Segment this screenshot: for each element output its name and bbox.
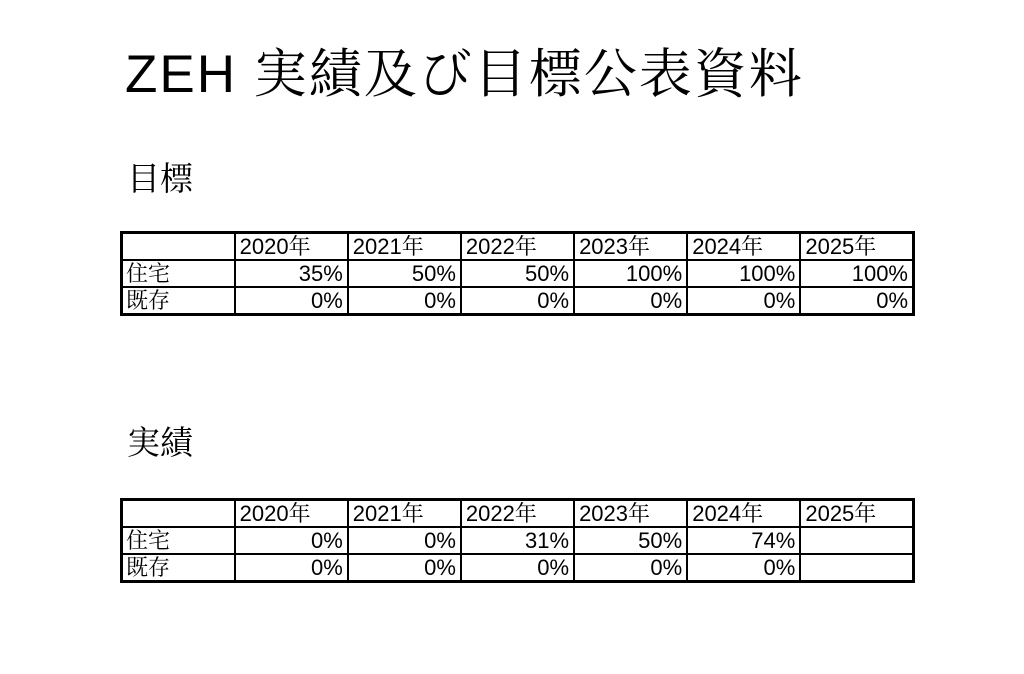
value-cell: 0% [800,287,913,315]
value-cell: 0% [687,287,800,315]
page-title: ZEH 実績及び目標公表資料 [125,45,804,104]
year-header-cell: 2020年 [235,500,348,528]
value-cell: 0% [235,527,348,554]
value-cell: 74% [687,527,800,554]
value-cell: 50% [348,260,461,287]
value-cell: 0% [574,554,687,582]
target-table-header-row [122,233,914,261]
table-row [122,554,914,582]
value-cell: 0% [687,554,800,582]
value-cell: 35% [235,260,348,287]
value-cell: 100% [574,260,687,287]
year-header-cell: 2023年 [574,500,687,528]
result-table [120,498,915,583]
table-row [122,287,914,315]
value-cell: 100% [800,260,913,287]
value-cell: 0% [348,527,461,554]
corner-cell [122,500,235,528]
corner-cell [122,233,235,261]
value-cell: 0% [461,554,574,582]
value-cell: 0% [235,554,348,582]
row-label-cell: 住宅 [122,527,235,554]
year-header-cell: 2023年 [574,233,687,261]
value-cell: 0% [461,287,574,315]
result-section-heading: 実績 [127,424,193,461]
year-header-cell: 2021年 [348,233,461,261]
value-cell: 50% [574,527,687,554]
year-header-cell: 2024年 [687,500,800,528]
year-header-cell: 2025年 [800,233,913,261]
value-cell: 100% [687,260,800,287]
year-header-cell: 2022年 [461,500,574,528]
row-label-cell: 住宅 [122,260,235,287]
table-row [122,527,914,554]
row-label-cell: 既存 [122,287,235,315]
year-header-cell: 2020年 [235,233,348,261]
value-cell: 0% [235,287,348,315]
value-cell: 0% [574,287,687,315]
value-cell [800,554,913,582]
result-table-header-row [122,500,914,528]
value-cell: 50% [461,260,574,287]
value-cell: 0% [348,554,461,582]
year-header-cell: 2022年 [461,233,574,261]
value-cell [800,527,913,554]
row-label-cell: 既存 [122,554,235,582]
year-header-cell: 2025年 [800,500,913,528]
year-header-cell: 2021年 [348,500,461,528]
value-cell: 31% [461,527,574,554]
year-header-cell: 2024年 [687,233,800,261]
target-table [120,231,915,316]
target-section-heading: 目標 [127,160,193,197]
value-cell: 0% [348,287,461,315]
table-row [122,260,914,287]
